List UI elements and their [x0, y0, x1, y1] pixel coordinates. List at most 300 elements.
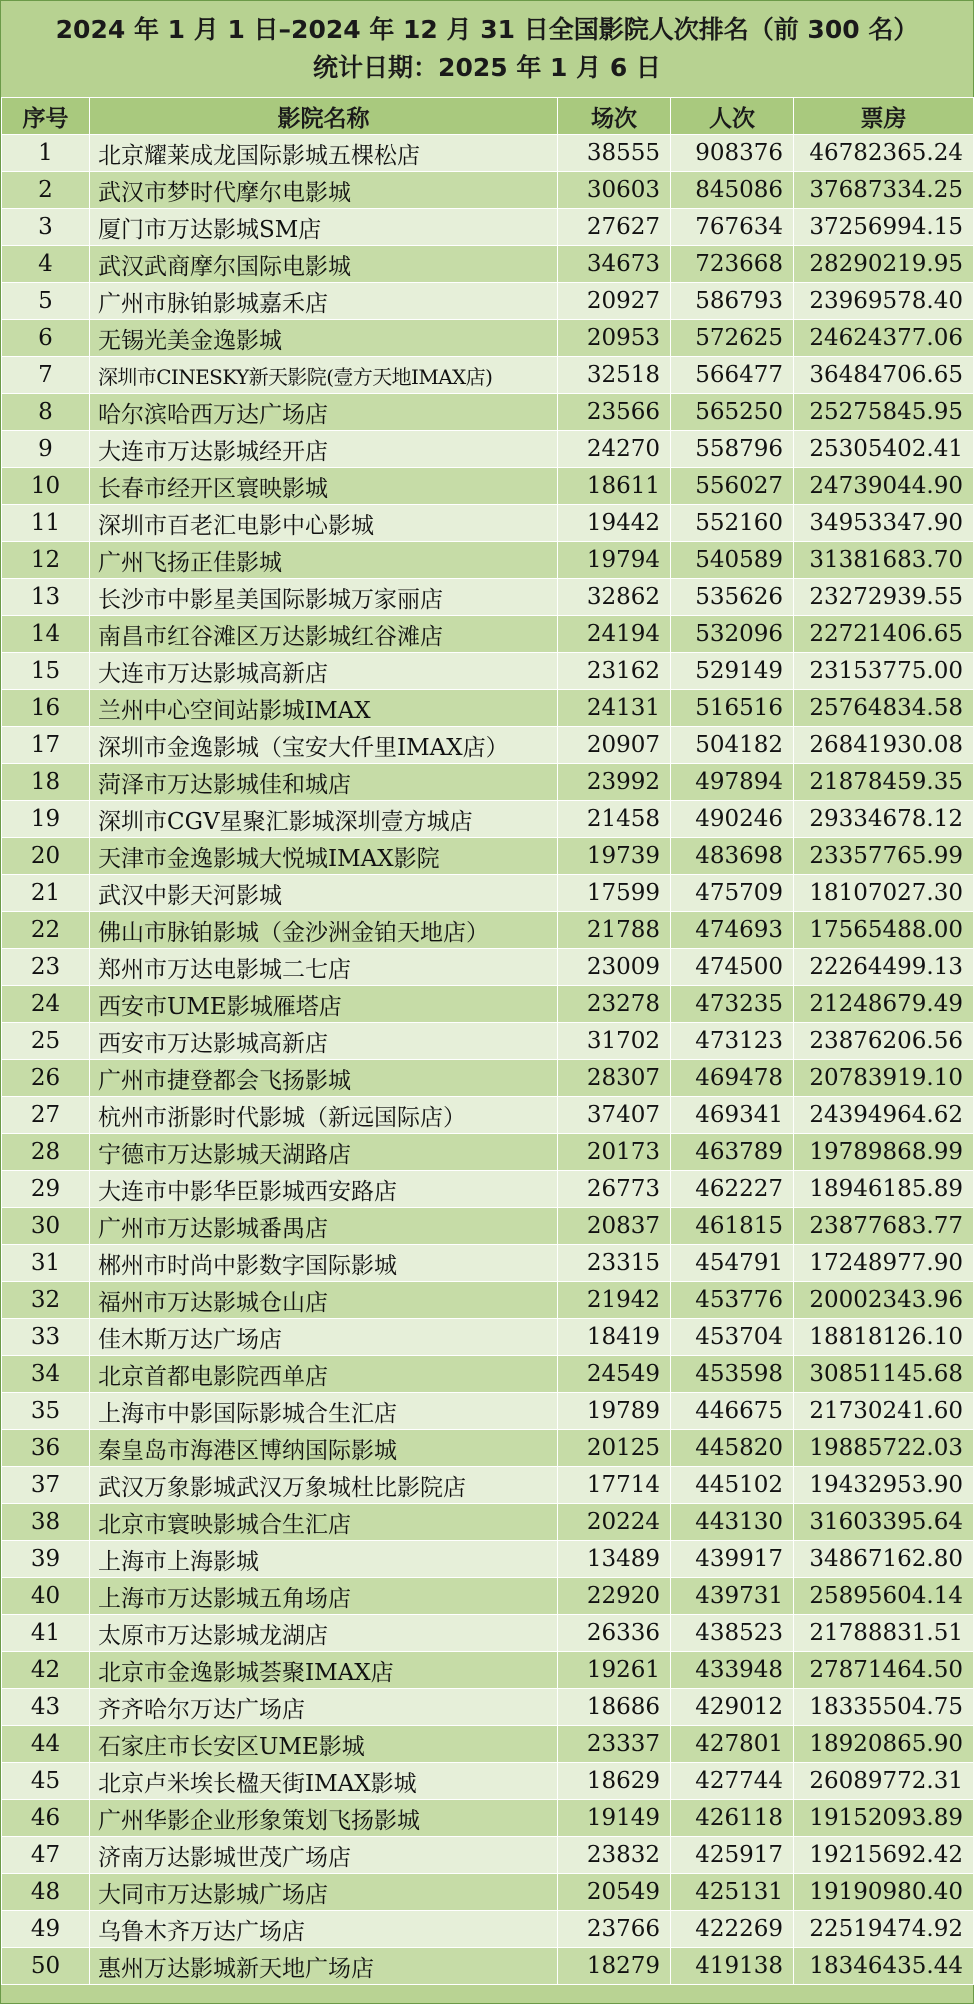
rank-cell: 34 [2, 1356, 90, 1393]
rank-cell: 48 [2, 1874, 90, 1911]
box-office-cell: 46782365.24 [794, 135, 974, 172]
table-row [2, 1171, 974, 1208]
box-office-cell: 23969578.40 [794, 283, 974, 320]
cinema-name-cell: 武汉市梦时代摩尔电影城 [90, 172, 558, 209]
shows-cell: 23566 [558, 394, 671, 431]
shows-cell: 28307 [558, 1060, 671, 1097]
cinema-name-cell: 惠州万达影城新天地广场店 [90, 1948, 558, 1985]
admissions-cell: 586793 [671, 283, 794, 320]
box-office-cell: 19152093.89 [794, 1800, 974, 1837]
shows-cell: 23315 [558, 1245, 671, 1282]
box-office-cell: 26841930.08 [794, 727, 974, 764]
shows-cell: 20837 [558, 1208, 671, 1245]
box-office-cell: 34953347.90 [794, 505, 974, 542]
admissions-cell: 566477 [671, 357, 794, 394]
shows-cell: 38555 [558, 135, 671, 172]
box-office-cell: 31603395.64 [794, 1504, 974, 1541]
cinema-name-cell: 杭州市浙影时代影城（新远国际店） [90, 1097, 558, 1134]
rank-cell: 19 [2, 801, 90, 838]
table-row [2, 209, 974, 246]
box-office-cell: 37687334.25 [794, 172, 974, 209]
table-row [2, 1467, 974, 1504]
rank-cell: 1 [2, 135, 90, 172]
admissions-cell: 427801 [671, 1726, 794, 1763]
admissions-cell: 443130 [671, 1504, 794, 1541]
table-row [2, 986, 974, 1023]
rank-cell: 5 [2, 283, 90, 320]
rank-cell: 13 [2, 579, 90, 616]
box-office-cell: 31381683.70 [794, 542, 974, 579]
rank-cell: 22 [2, 912, 90, 949]
table-row [2, 801, 974, 838]
rank-cell: 10 [2, 468, 90, 505]
cinema-name-cell: 福州市万达影城仓山店 [90, 1282, 558, 1319]
header-row [2, 98, 974, 135]
cinema-name-cell: 哈尔滨哈西万达广场店 [90, 394, 558, 431]
rank-cell: 21 [2, 875, 90, 912]
cinema-name-cell: 广州市捷登都会飞扬影城 [90, 1060, 558, 1097]
shows-cell: 18686 [558, 1689, 671, 1726]
box-office-cell: 25305402.41 [794, 431, 974, 468]
shows-cell: 18629 [558, 1763, 671, 1800]
admissions-cell: 446675 [671, 1393, 794, 1430]
cinema-name-cell: 厦门市万达影城SM店 [90, 209, 558, 246]
table-row [2, 764, 974, 801]
table-row [2, 875, 974, 912]
box-office-cell: 22264499.13 [794, 949, 974, 986]
admissions-cell: 454791 [671, 1245, 794, 1282]
column-header-name: 影院名称 [90, 98, 558, 135]
box-office-cell: 19885722.03 [794, 1430, 974, 1467]
shows-cell: 20224 [558, 1504, 671, 1541]
rank-cell: 11 [2, 505, 90, 542]
shows-cell: 18611 [558, 468, 671, 505]
shows-cell: 20953 [558, 320, 671, 357]
rank-cell: 25 [2, 1023, 90, 1060]
table-row [2, 468, 974, 505]
rank-cell: 36 [2, 1430, 90, 1467]
box-office-cell: 18946185.89 [794, 1171, 974, 1208]
shows-cell: 19442 [558, 505, 671, 542]
table-row [2, 1245, 974, 1282]
rank-cell: 3 [2, 209, 90, 246]
shows-cell: 19261 [558, 1652, 671, 1689]
table-row [2, 1134, 974, 1171]
table-row [2, 1689, 974, 1726]
cinema-name-cell: 深圳市金逸影城（宝安大仟里IMAX店） [90, 727, 558, 764]
rank-cell: 23 [2, 949, 90, 986]
table-row [2, 320, 974, 357]
box-office-cell: 26089772.31 [794, 1763, 974, 1800]
admissions-cell: 490246 [671, 801, 794, 838]
table-row [2, 1948, 974, 1985]
shows-cell: 26773 [558, 1171, 671, 1208]
admissions-cell: 469341 [671, 1097, 794, 1134]
shows-cell: 23009 [558, 949, 671, 986]
cinema-name-cell: 秦皇岛市海港区博纳国际影城 [90, 1430, 558, 1467]
shows-cell: 19149 [558, 1800, 671, 1837]
admissions-cell: 845086 [671, 172, 794, 209]
table-row [2, 653, 974, 690]
rank-cell: 30 [2, 1208, 90, 1245]
table-row [2, 283, 974, 320]
admissions-cell: 445102 [671, 1467, 794, 1504]
table-row [2, 1430, 974, 1467]
box-office-cell: 18818126.10 [794, 1319, 974, 1356]
table-row [2, 1763, 974, 1800]
table-row [2, 616, 974, 653]
shows-cell: 26336 [558, 1615, 671, 1652]
box-office-cell: 36484706.65 [794, 357, 974, 394]
cinema-name-cell: 菏泽市万达影城佳和城店 [90, 764, 558, 801]
cinema-name-cell: 太原市万达影城龙湖店 [90, 1615, 558, 1652]
cinema-name-cell: 济南万达影城世茂广场店 [90, 1837, 558, 1874]
rank-cell: 9 [2, 431, 90, 468]
shows-cell: 24549 [558, 1356, 671, 1393]
box-office-cell: 23877683.77 [794, 1208, 974, 1245]
rank-cell: 8 [2, 394, 90, 431]
table-row [2, 1615, 974, 1652]
cinema-name-cell: 兰州中心空间站影城IMAX [90, 690, 558, 727]
table-row [2, 1393, 974, 1430]
admissions-cell: 767634 [671, 209, 794, 246]
cinema-name-cell: 大连市万达影城经开店 [90, 431, 558, 468]
shows-cell: 21788 [558, 912, 671, 949]
rank-cell: 43 [2, 1689, 90, 1726]
rank-cell: 4 [2, 246, 90, 283]
cinema-name-cell: 广州飞扬正佳影城 [90, 542, 558, 579]
cinema-name-cell: 佛山市脉铂影城（金沙洲金铂天地店） [90, 912, 558, 949]
box-office-cell: 17248977.90 [794, 1245, 974, 1282]
admissions-cell: 433948 [671, 1652, 794, 1689]
shows-cell: 20125 [558, 1430, 671, 1467]
rank-cell: 15 [2, 653, 90, 690]
admissions-cell: 565250 [671, 394, 794, 431]
admissions-cell: 532096 [671, 616, 794, 653]
rank-cell: 24 [2, 986, 90, 1023]
rank-cell: 27 [2, 1097, 90, 1134]
table-row [2, 1319, 974, 1356]
table-row [2, 1726, 974, 1763]
table-row [2, 1504, 974, 1541]
admissions-cell: 469478 [671, 1060, 794, 1097]
shows-cell: 20927 [558, 283, 671, 320]
admissions-cell: 429012 [671, 1689, 794, 1726]
title-box [1, 1, 973, 97]
admissions-cell: 438523 [671, 1615, 794, 1652]
column-header-admissions: 人次 [671, 98, 794, 135]
rank-cell: 31 [2, 1245, 90, 1282]
cinema-name-cell: 深圳市CINESKY新天影院(壹方天地IMAX店) [90, 357, 558, 394]
admissions-cell: 439731 [671, 1578, 794, 1615]
cinema-name-cell: 深圳市百老汇电影中心影城 [90, 505, 558, 542]
rank-cell: 20 [2, 838, 90, 875]
table-row [2, 172, 974, 209]
box-office-cell: 24624377.06 [794, 320, 974, 357]
admissions-cell: 540589 [671, 542, 794, 579]
table-row [2, 1282, 974, 1319]
rank-cell: 26 [2, 1060, 90, 1097]
ranking-table [1, 97, 974, 1985]
cinema-name-cell: 广州市万达影城番禺店 [90, 1208, 558, 1245]
cinema-name-cell: 深圳市CGV星聚汇影城深圳壹方城店 [90, 801, 558, 838]
cinema-name-cell: 北京市金逸影城荟聚IMAX店 [90, 1652, 558, 1689]
rank-cell: 38 [2, 1504, 90, 1541]
admissions-cell: 723668 [671, 246, 794, 283]
box-office-cell: 23153775.00 [794, 653, 974, 690]
cinema-name-cell: 西安市UME影城雁塔店 [90, 986, 558, 1023]
cinema-name-cell: 广州市脉铂影城嘉禾店 [90, 283, 558, 320]
admissions-cell: 908376 [671, 135, 794, 172]
cinema-name-cell: 广州华影企业形象策划飞扬影城 [90, 1800, 558, 1837]
rank-cell: 32 [2, 1282, 90, 1319]
box-office-cell: 22519474.92 [794, 1911, 974, 1948]
column-header-shows: 场次 [558, 98, 671, 135]
table-row [2, 135, 974, 172]
table-row [2, 1837, 974, 1874]
cinema-name-cell: 北京耀莱成龙国际影城五棵松店 [90, 135, 558, 172]
admissions-cell: 556027 [671, 468, 794, 505]
cinema-name-cell: 宁德市万达影城天湖路店 [90, 1134, 558, 1171]
table-row [2, 1800, 974, 1837]
cinema-name-cell: 天津市金逸影城大悦城IMAX影院 [90, 838, 558, 875]
admissions-cell: 552160 [671, 505, 794, 542]
admissions-cell: 461815 [671, 1208, 794, 1245]
box-office-cell: 22721406.65 [794, 616, 974, 653]
shows-cell: 17599 [558, 875, 671, 912]
cinema-name-cell: 武汉万象影城武汉万象城杜比影院店 [90, 1467, 558, 1504]
table-row [2, 1874, 974, 1911]
shows-cell: 24131 [558, 690, 671, 727]
admissions-cell: 535626 [671, 579, 794, 616]
cinema-name-cell: 北京卢米埃长楹天街IMAX影城 [90, 1763, 558, 1800]
table-row [2, 727, 974, 764]
cinema-name-cell: 无锡光美金逸影城 [90, 320, 558, 357]
rank-cell: 2 [2, 172, 90, 209]
shows-cell: 23337 [558, 1726, 671, 1763]
rank-cell: 6 [2, 320, 90, 357]
cinema-name-cell: 大连市万达影城高新店 [90, 653, 558, 690]
shows-cell: 23766 [558, 1911, 671, 1948]
shows-cell: 19794 [558, 542, 671, 579]
box-office-cell: 18346435.44 [794, 1948, 974, 1985]
shows-cell: 20173 [558, 1134, 671, 1171]
box-office-cell: 19789868.99 [794, 1134, 974, 1171]
box-office-cell: 19215692.42 [794, 1837, 974, 1874]
shows-cell: 18419 [558, 1319, 671, 1356]
rank-cell: 17 [2, 727, 90, 764]
shows-cell: 23832 [558, 1837, 671, 1874]
rank-cell: 12 [2, 542, 90, 579]
cinema-name-cell: 齐齐哈尔万达广场店 [90, 1689, 558, 1726]
shows-cell: 19739 [558, 838, 671, 875]
table-row [2, 1578, 974, 1615]
table-row [2, 246, 974, 283]
shows-cell: 17714 [558, 1467, 671, 1504]
box-office-cell: 18920865.90 [794, 1726, 974, 1763]
cinema-name-cell: 北京首都电影院西单店 [90, 1356, 558, 1393]
box-office-cell: 18107027.30 [794, 875, 974, 912]
shows-cell: 19789 [558, 1393, 671, 1430]
table-row [2, 1023, 974, 1060]
box-office-cell: 30851145.68 [794, 1356, 974, 1393]
rank-cell: 42 [2, 1652, 90, 1689]
rank-cell: 44 [2, 1726, 90, 1763]
table-row [2, 1356, 974, 1393]
rank-cell: 35 [2, 1393, 90, 1430]
shows-cell: 21458 [558, 801, 671, 838]
box-office-cell: 17565488.00 [794, 912, 974, 949]
cinema-name-cell: 石家庄市长安区UME影城 [90, 1726, 558, 1763]
rank-cell: 46 [2, 1800, 90, 1837]
rank-cell: 16 [2, 690, 90, 727]
admissions-cell: 504182 [671, 727, 794, 764]
box-office-cell: 18335504.75 [794, 1689, 974, 1726]
box-office-cell: 29334678.12 [794, 801, 974, 838]
admissions-cell: 483698 [671, 838, 794, 875]
page-title: 2024 年 1 月 1 日–2024 年 12 月 31 日全国影院人次排名（前 300 名） [55, 15, 919, 44]
rank-cell: 29 [2, 1171, 90, 1208]
rank-cell: 7 [2, 357, 90, 394]
admissions-cell: 473123 [671, 1023, 794, 1060]
table-body [2, 135, 974, 1985]
admissions-cell: 558796 [671, 431, 794, 468]
box-office-cell: 21878459.35 [794, 764, 974, 801]
admissions-cell: 425131 [671, 1874, 794, 1911]
cinema-name-cell: 上海市万达影城五角场店 [90, 1578, 558, 1615]
admissions-cell: 419138 [671, 1948, 794, 1985]
shows-cell: 21942 [558, 1282, 671, 1319]
column-header-box-office: 票房 [794, 98, 974, 135]
box-office-cell: 28290219.95 [794, 246, 974, 283]
box-office-cell: 25895604.14 [794, 1578, 974, 1615]
table-row [2, 1541, 974, 1578]
admissions-cell: 453598 [671, 1356, 794, 1393]
table-row [2, 838, 974, 875]
rank-cell: 47 [2, 1837, 90, 1874]
box-office-cell: 19190980.40 [794, 1874, 974, 1911]
box-office-cell: 21730241.60 [794, 1393, 974, 1430]
cinema-name-cell: 郑州市万达电影城二七店 [90, 949, 558, 986]
admissions-cell: 439917 [671, 1541, 794, 1578]
box-office-cell: 20002343.96 [794, 1282, 974, 1319]
table-row [2, 542, 974, 579]
box-office-cell: 25275845.95 [794, 394, 974, 431]
rank-cell: 28 [2, 1134, 90, 1171]
cinema-name-cell: 长沙市中影星美国际影城万家丽店 [90, 579, 558, 616]
cinema-name-cell: 长春市经开区寰映影城 [90, 468, 558, 505]
admissions-cell: 497894 [671, 764, 794, 801]
table-row [2, 431, 974, 468]
table-row [2, 394, 974, 431]
shows-cell: 30603 [558, 172, 671, 209]
shows-cell: 31702 [558, 1023, 671, 1060]
column-header-rank: 序号 [2, 98, 90, 135]
shows-cell: 18279 [558, 1948, 671, 1985]
admissions-cell: 426118 [671, 1800, 794, 1837]
box-office-cell: 21788831.51 [794, 1615, 974, 1652]
table-row [2, 1208, 974, 1245]
admissions-cell: 529149 [671, 653, 794, 690]
cinema-name-cell: 乌鲁木齐万达广场店 [90, 1911, 558, 1948]
cinema-name-cell: 上海市中影国际影城合生汇店 [90, 1393, 558, 1430]
table-row [2, 949, 974, 986]
shows-cell: 27627 [558, 209, 671, 246]
table-row [2, 1652, 974, 1689]
rank-cell: 40 [2, 1578, 90, 1615]
cinema-name-cell: 大同市万达影城广场店 [90, 1874, 558, 1911]
shows-cell: 22920 [558, 1578, 671, 1615]
stat-date: 统计日期：2025 年 1 月 6 日 [313, 53, 661, 82]
admissions-cell: 453704 [671, 1319, 794, 1356]
admissions-cell: 462227 [671, 1171, 794, 1208]
cinema-name-cell: 西安市万达影城高新店 [90, 1023, 558, 1060]
rank-cell: 33 [2, 1319, 90, 1356]
shows-cell: 23278 [558, 986, 671, 1023]
admissions-cell: 473235 [671, 986, 794, 1023]
shows-cell: 32862 [558, 579, 671, 616]
box-office-cell: 37256994.15 [794, 209, 974, 246]
box-office-cell: 27871464.50 [794, 1652, 974, 1689]
rank-cell: 37 [2, 1467, 90, 1504]
shows-cell: 20549 [558, 1874, 671, 1911]
rank-cell: 14 [2, 616, 90, 653]
table-row [2, 690, 974, 727]
box-office-cell: 34867162.80 [794, 1541, 974, 1578]
cinema-name-cell: 郴州市时尚中影数字国际影城 [90, 1245, 558, 1282]
box-office-cell: 21248679.49 [794, 986, 974, 1023]
admissions-cell: 453776 [671, 1282, 794, 1319]
shows-cell: 32518 [558, 357, 671, 394]
table-row [2, 1060, 974, 1097]
rank-cell: 39 [2, 1541, 90, 1578]
cinema-name-cell: 佳木斯万达广场店 [90, 1319, 558, 1356]
box-office-cell: 25764834.58 [794, 690, 974, 727]
table-row [2, 1911, 974, 1948]
admissions-cell: 516516 [671, 690, 794, 727]
cinema-name-cell: 南昌市红谷滩区万达影城红谷滩店 [90, 616, 558, 653]
rank-cell: 18 [2, 764, 90, 801]
admissions-cell: 474693 [671, 912, 794, 949]
shows-cell: 13489 [558, 1541, 671, 1578]
shows-cell: 23162 [558, 653, 671, 690]
rank-cell: 50 [2, 1948, 90, 1985]
admissions-cell: 474500 [671, 949, 794, 986]
cinema-name-cell: 武汉中影天河影城 [90, 875, 558, 912]
admissions-cell: 425917 [671, 1837, 794, 1874]
box-office-cell: 24394964.62 [794, 1097, 974, 1134]
admissions-cell: 463789 [671, 1134, 794, 1171]
table-row [2, 505, 974, 542]
table-row [2, 912, 974, 949]
box-office-cell: 23876206.56 [794, 1023, 974, 1060]
rank-cell: 45 [2, 1763, 90, 1800]
admissions-cell: 422269 [671, 1911, 794, 1948]
shows-cell: 23992 [558, 764, 671, 801]
box-office-cell: 20783919.10 [794, 1060, 974, 1097]
admissions-cell: 445820 [671, 1430, 794, 1467]
table-row [2, 1097, 974, 1134]
box-office-cell: 19432953.90 [794, 1467, 974, 1504]
box-office-cell: 23272939.55 [794, 579, 974, 616]
cinema-name-cell: 北京市寰映影城合生汇店 [90, 1504, 558, 1541]
shows-cell: 24194 [558, 616, 671, 653]
admissions-cell: 475709 [671, 875, 794, 912]
shows-cell: 20907 [558, 727, 671, 764]
rank-cell: 41 [2, 1615, 90, 1652]
box-office-cell: 23357765.99 [794, 838, 974, 875]
cinema-name-cell: 武汉武商摩尔国际电影城 [90, 246, 558, 283]
